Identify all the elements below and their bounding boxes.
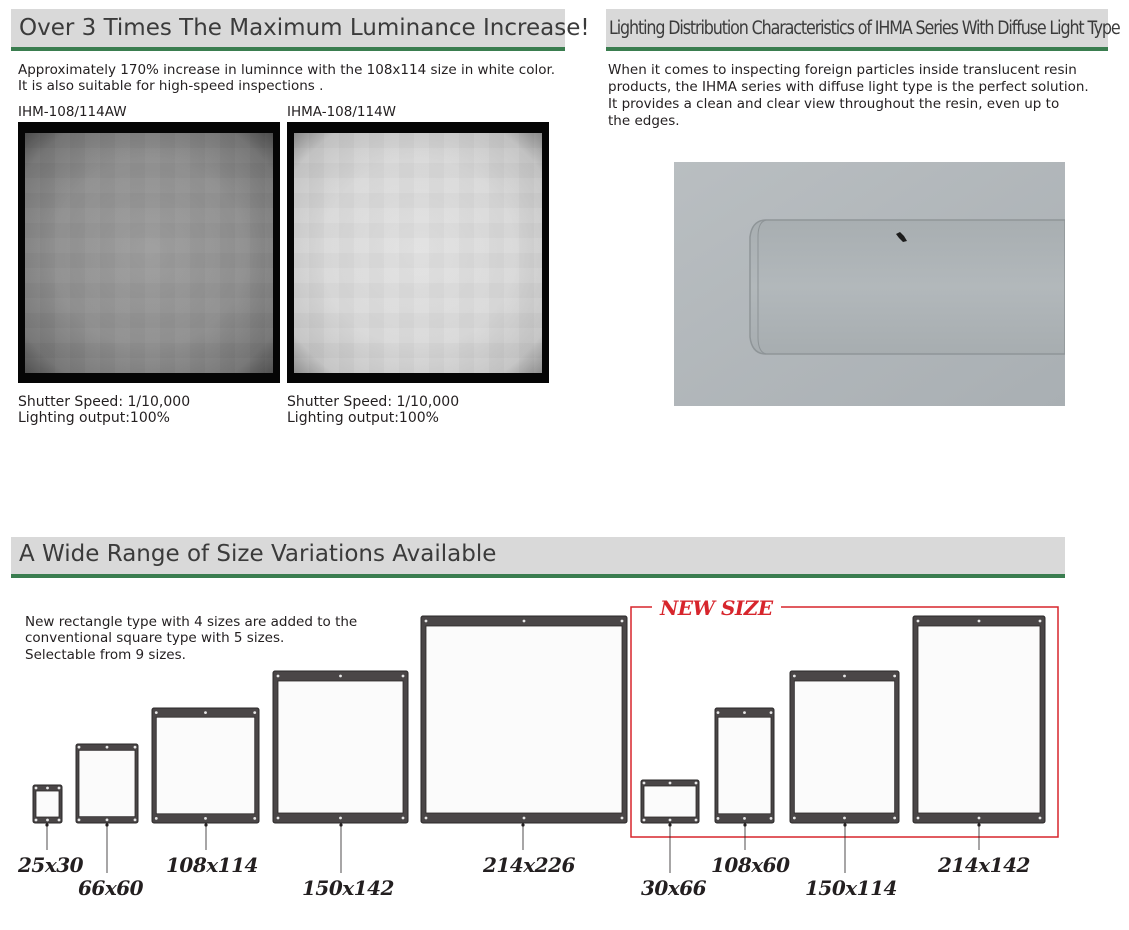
size-label-25x30: 25x30: [18, 853, 84, 877]
light-panel-25x30: [33, 785, 62, 850]
distribution-desc-line1: When it comes to inspecting foreign particles inside translucent resin: [608, 62, 1077, 78]
light-panel-150x142: [273, 671, 408, 873]
distribution-section-header: [606, 9, 1120, 51]
panel1-model-label: IHM-108/114AW: [18, 104, 127, 120]
size-variations-diagram: [0, 580, 1129, 930]
size-label-30x66: 30x66: [641, 876, 707, 900]
light-panel-66x60: [76, 744, 138, 873]
distribution-desc-line3: It provides a clean and clear view throughout the resin, even up to: [608, 96, 1060, 112]
size-label-150x142: 150x142: [302, 876, 394, 900]
distribution-title: Lighting Distribution Characteristics of IHMA Series With Diffuse Light Type: [609, 18, 1120, 39]
sizes-title: A Wide Range of Size Variations Available: [19, 541, 497, 567]
luminance-section-header: [11, 9, 590, 51]
panel1-shutter-speed: Shutter Speed: 1/10,000: [18, 394, 191, 410]
light-panel-30x66: [641, 780, 699, 873]
sizes-section-header: [11, 537, 1065, 578]
light-panel-214x142: [913, 616, 1045, 850]
light-panel-214x226: [421, 616, 627, 850]
luminance-title: Over 3 Times The Maximum Luminance Increase!: [19, 15, 590, 41]
sizes-desc-line3: Selectable from 9 sizes.: [25, 647, 186, 663]
light-panel-108x60: [715, 708, 774, 850]
sizes-desc-line2: conventional square type with 5 sizes.: [25, 630, 285, 646]
sizes-desc-line1: New rectangle type with 4 sizes are added to the: [25, 614, 358, 630]
size-label-214x226: 214x226: [483, 853, 575, 877]
distribution-desc-line2: products, the IHMA series with diffuse light type is the perfect solution.: [608, 79, 1089, 95]
size-label-150x114: 150x114: [805, 876, 897, 900]
new-size-label: NEW SIZE: [652, 596, 781, 620]
distribution-desc-line4: the edges.: [608, 113, 680, 129]
size-label-66x60: 66x60: [78, 876, 144, 900]
ihma-luminance-image: [287, 122, 549, 383]
luminance-desc-line2: It is also suitable for high-speed inspections .: [18, 78, 324, 94]
panel2-lighting-output: Lighting output:100%: [287, 410, 439, 426]
size-label-108x60: 108x60: [711, 853, 790, 877]
light-panel-150x114: [790, 671, 899, 873]
panel1-lighting-output: Lighting output:100%: [18, 410, 170, 426]
resin-inspection-photo: [674, 162, 1065, 406]
luminance-desc-line1: Approximately 170% increase in luminnce with the 108x114 size in white color.: [18, 62, 556, 78]
ihm-luminance-image: [18, 122, 280, 383]
size-label-108x114: 108x114: [166, 853, 258, 877]
size-label-214x142: 214x142: [938, 853, 1030, 877]
panel2-model-label: IHMA-108/114W: [287, 104, 397, 120]
light-panel-108x114: [152, 708, 259, 850]
panel2-shutter-speed: Shutter Speed: 1/10,000: [287, 394, 460, 410]
